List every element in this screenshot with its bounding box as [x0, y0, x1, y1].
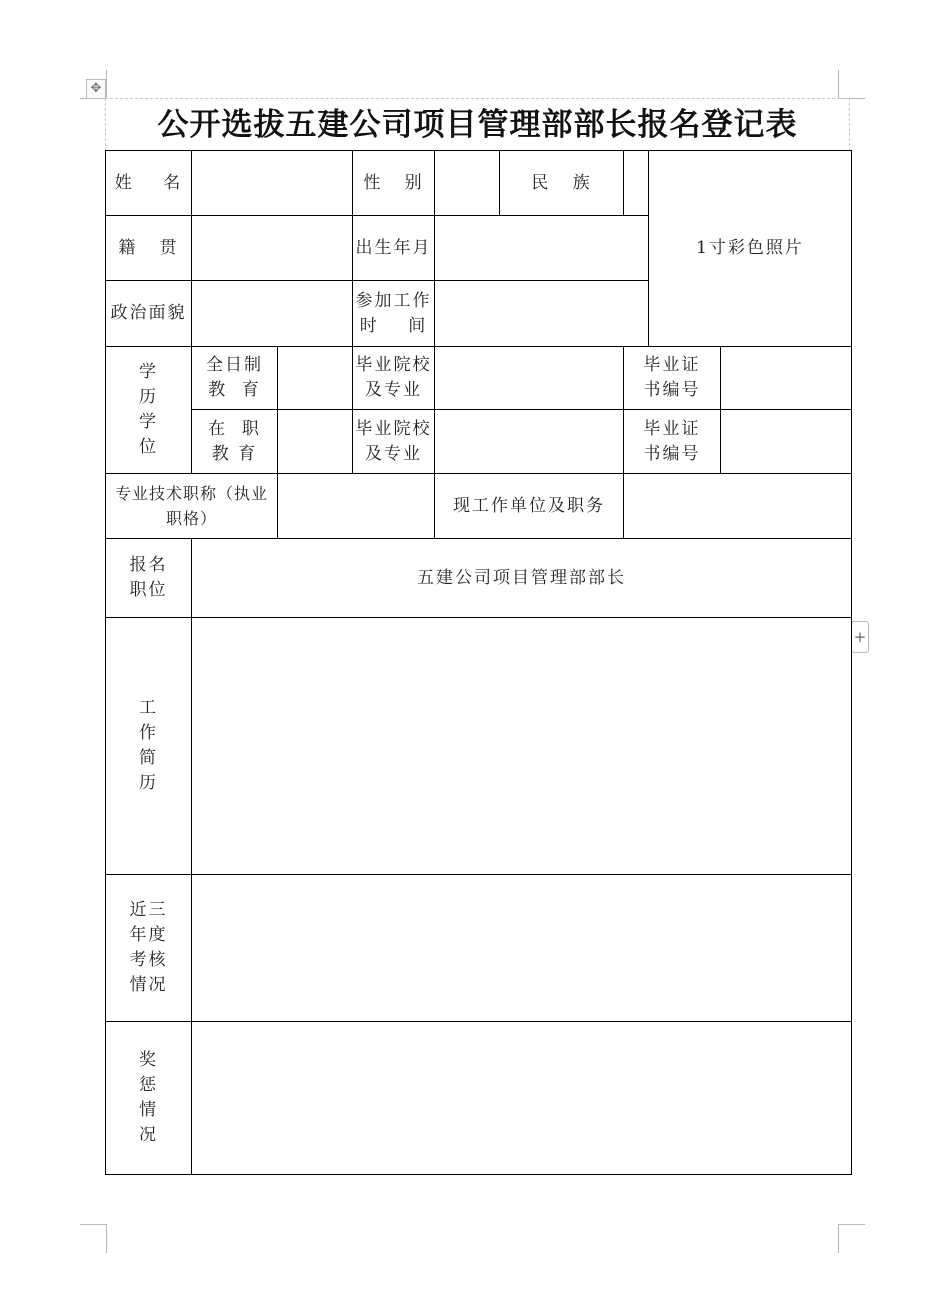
- field-native-place[interactable]: [192, 216, 353, 281]
- label-ethnicity: 民 族: [500, 151, 624, 216]
- field-professional-title[interactable]: [278, 474, 435, 539]
- table-move-icon[interactable]: ✥: [86, 79, 106, 99]
- field-politics[interactable]: [192, 281, 353, 347]
- label-cert: 毕业证 书编号: [624, 347, 721, 410]
- label-cert-2: 毕业证 书编号: [624, 410, 721, 474]
- photo-box[interactable]: 1寸彩色照片: [649, 151, 852, 347]
- registration-form-table: [105, 150, 852, 1175]
- page-title: 公开选拔五建公司项目管理部部长报名登记表: [157, 107, 798, 143]
- field-fulltime-school[interactable]: [435, 347, 624, 410]
- field-ethnicity[interactable]: [624, 151, 649, 216]
- field-fulltime-education[interactable]: [278, 347, 353, 410]
- label-work-start: 参加工作 时 间: [353, 281, 435, 347]
- field-fulltime-cert[interactable]: [721, 347, 852, 410]
- field-current-job[interactable]: [624, 474, 852, 539]
- label-assessment: 近三 年度 考核 情况: [106, 875, 192, 1022]
- label-work-resume: 工 作 简 历: [106, 618, 192, 875]
- label-native-place: 籍 贯: [106, 216, 192, 281]
- label-inservice: 在 职 教 育: [192, 410, 278, 474]
- corner-mark-bottom-right: [838, 1224, 865, 1253]
- field-assessment[interactable]: [192, 875, 852, 1022]
- field-work-start[interactable]: [435, 281, 649, 347]
- label-education: 学 历 学 位: [106, 347, 192, 474]
- field-inservice-education[interactable]: [278, 410, 353, 474]
- field-birth[interactable]: [435, 216, 649, 281]
- label-rewards: 奖 惩 情 况: [106, 1022, 192, 1175]
- label-current-job: 现工作单位及职务: [435, 474, 624, 539]
- field-apply-post[interactable]: 五建公司项目管理部部长: [192, 539, 852, 618]
- add-row-icon[interactable]: +: [851, 621, 869, 653]
- corner-mark-top-right: [838, 70, 865, 99]
- label-politics: 政治面貌: [106, 281, 192, 347]
- label-school-2: 毕业院校 及专业: [353, 410, 435, 474]
- corner-mark-bottom-left: [80, 1224, 107, 1253]
- field-gender[interactable]: [435, 151, 500, 216]
- label-school: 毕业院校 及专业: [353, 347, 435, 410]
- field-inservice-school[interactable]: [435, 410, 624, 474]
- label-apply-post: 报名 职位: [106, 539, 192, 618]
- label-gender: 性 别: [353, 151, 435, 216]
- label-professional-title: 专业技术职称（执业 职格）: [106, 474, 278, 539]
- field-inservice-cert[interactable]: [721, 410, 852, 474]
- label-birth: 出生年月: [353, 216, 435, 281]
- label-fulltime: 全日制 教 育: [192, 347, 278, 410]
- field-work-resume[interactable]: [192, 618, 852, 875]
- field-name[interactable]: [192, 151, 353, 216]
- label-name: 姓 名: [106, 151, 192, 216]
- field-rewards[interactable]: [192, 1022, 852, 1175]
